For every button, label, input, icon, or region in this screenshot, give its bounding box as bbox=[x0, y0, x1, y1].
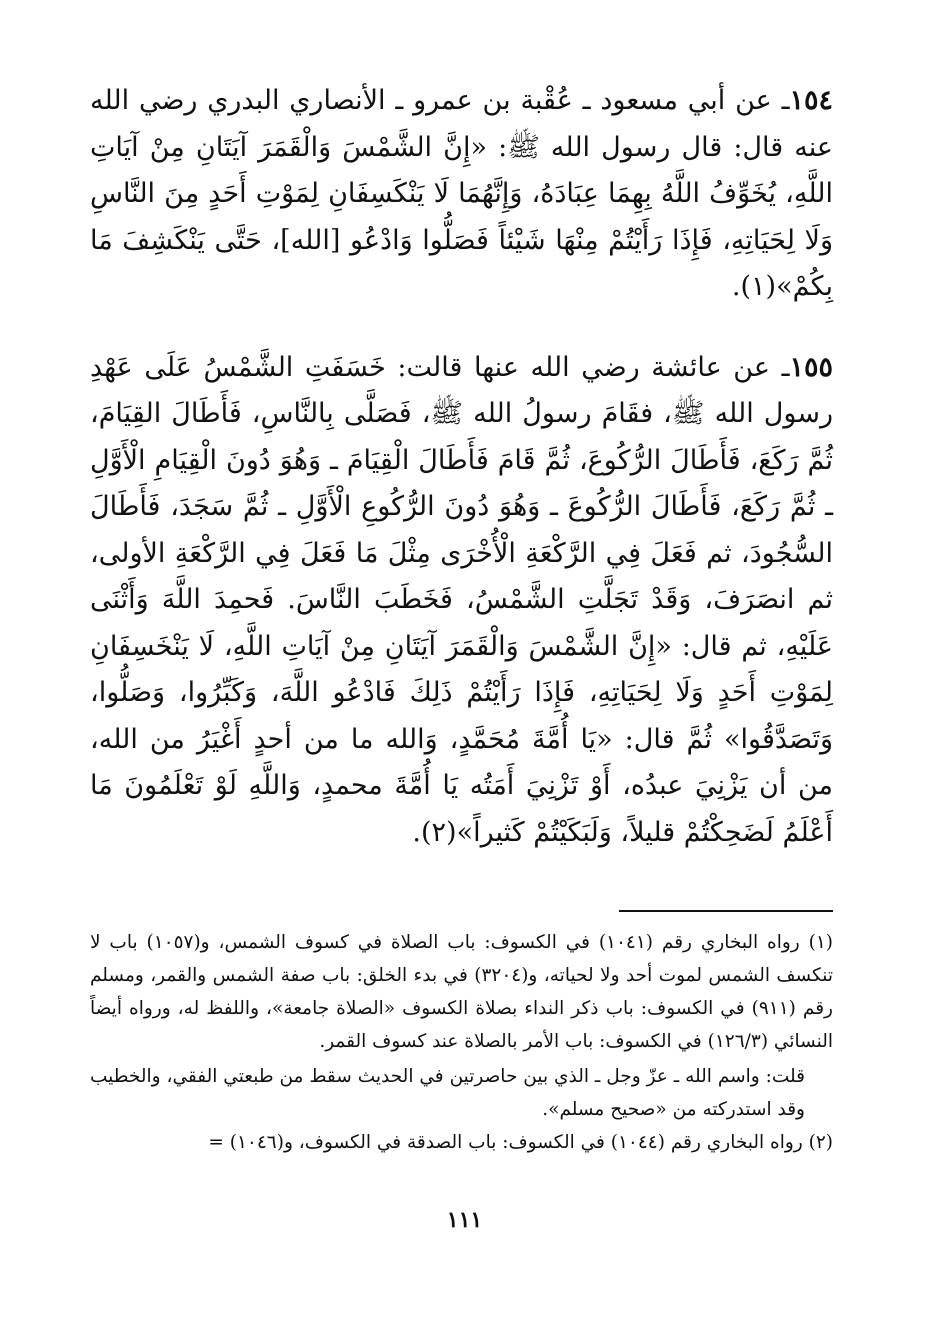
hadith-154 bbox=[90, 78, 833, 311]
footnote-divider bbox=[619, 910, 833, 912]
footnote-1: (١) رواه البخاري رقم (١٠٤١) في الكسوف: باب الصلاة في كسوف الشمس، و(١٠٥٧) باب لا تنكسف الشمس لموت أحد ولا لحياته، و(٣٢٠٤) في بدء الخلق: باب صفة الشمس والقمر، ومسلم رقم (٩١١) في الكسوف: باب ذكر النداء بصلاة الكسوف «الصلاة جامعة»، واللفظ له، ورواه أيضاً النسائي (١٢٦/٣) في الكسوف: باب الأمر بالصلاة عند كسوف القمر. bbox=[90, 932, 833, 1052]
footnote-2: (٢) رواه البخاري رقم (١٠٤٤) في الكسوف: باب الصدقة في الكسوف، و(١٠٤٦) = bbox=[208, 1132, 833, 1153]
hadith-155 bbox=[90, 345, 833, 857]
page-number: ١١١ bbox=[446, 1207, 483, 1233]
footnotes bbox=[90, 926, 833, 1159]
hadith-number: ١٥٤ bbox=[789, 85, 833, 116]
hadith-number: ١٥٥ bbox=[789, 351, 833, 383]
hadith-text: ـ عن عائشة رضي الله عنها قالت: خَسَفَتِ الشَّمْسُ عَلَى عَهْدِ رسول الله ﷺ، فقَامَ رسولُ الله ﷺ، فَصَلَّى بِالنَّاسِ، فَأَطَالَ القِيَامَ، ثُمَّ رَكَعَ، فَأَطَالَ الرُّكُوعَ، ثُمَّ قَامَ فَأَطَالَ الْقِيَامَ ـ وَهُوَ دُونَ الْقِيَامِ الْأَوَّلِ ـ ثُمَّ رَكَعَ، فَأَطَالَ الرُّكُوعَ ـ وَهُوَ دُونَ الرُّكُوعِ الْأَوَّلِ ـ ثُمَّ سَجَدَ، فَأَطَالَ السُّجُودَ، ثم فَعَلَ فِي الرَّكْعَةِ الْأُخْرَى مِثْلَ مَا فَعَلَ فِي الرَّكْعَةِ الأولى، ثم انصَرَفَ، وَقَدْ تَجَلَّتِ الشَّمْسُ، فَخَطَبَ النَّاسَ. فَحمِدَ اللَّهَ وَأَثْنَى عَلَيْهِ، ثم قال: «إِنَّ الشَّمْسَ وَالْقَمَرَ آيَتَانِ مِنْ آيَاتِ اللَّهِ، لَا يَنْخَسِفَانِ لِمَوْتِ أَحَدٍ وَلَا لِحَيَاتِهِ، فَإِذَا رَأَيْتُمْ ذَلِكَ فَادْعُو اللَّهَ، وَكَبِّرُوا، وَصَلُّوا، وَتَصَدَّقُوا» ثُمَّ قال: «يَا أُمَّةَ مُحَمَّدٍ، وَالله ما من أحدٍ أَغْيَرُ من الله، من أن يَزْنِيَ عبدُه، أَوْ تَزْنِيَ أَمَتُه يَا أُمَّةَ محمدٍ، وَاللَّهِ لَوْ تَعْلَمُونَ مَا أَعْلَمُ لَضَحِكْتُمْ قليلاً، وَلَبَكَيْتُمْ كَثيراً»(٢). bbox=[90, 351, 833, 848]
hadith-text: ـ عن أبي مسعود ـ عُقْبة بن عمرو ـ الأنصاري البدري رضي الله عنه قال: قال رسول الله ﷺ: «إِنَّ الشَّمْسَ وَالْقَمَرَ آيَتَانِ مِنْ آيَاتِ اللَّهِ، يُخَوِّفُ اللَّهُ بِهِمَا عِبَادَهُ، وَإِنَّهُمَا لَا يَنْكَسِفَانِ لِمَوْتِ أَحَدٍ مِنَ النَّاسِ وَلَا لِحَيَاتِهِ، فَإِذَا رَأَيْتُمْ مِنْهَا شَيْئاً فَصَلُّوا وَادْعُو [الله]، حَتَّى يَنْكَشِفَ مَا بِكُمْ»(١). bbox=[90, 85, 833, 302]
main-text bbox=[90, 78, 833, 856]
footnote-remark: قلت: واسم الله ـ عزّ وجل ـ الذي بين حاصرتين في الحديث سقط من طبعتي الفقي، والخطيب وقد استدركته من «صحيح مسلم». bbox=[90, 1066, 805, 1120]
